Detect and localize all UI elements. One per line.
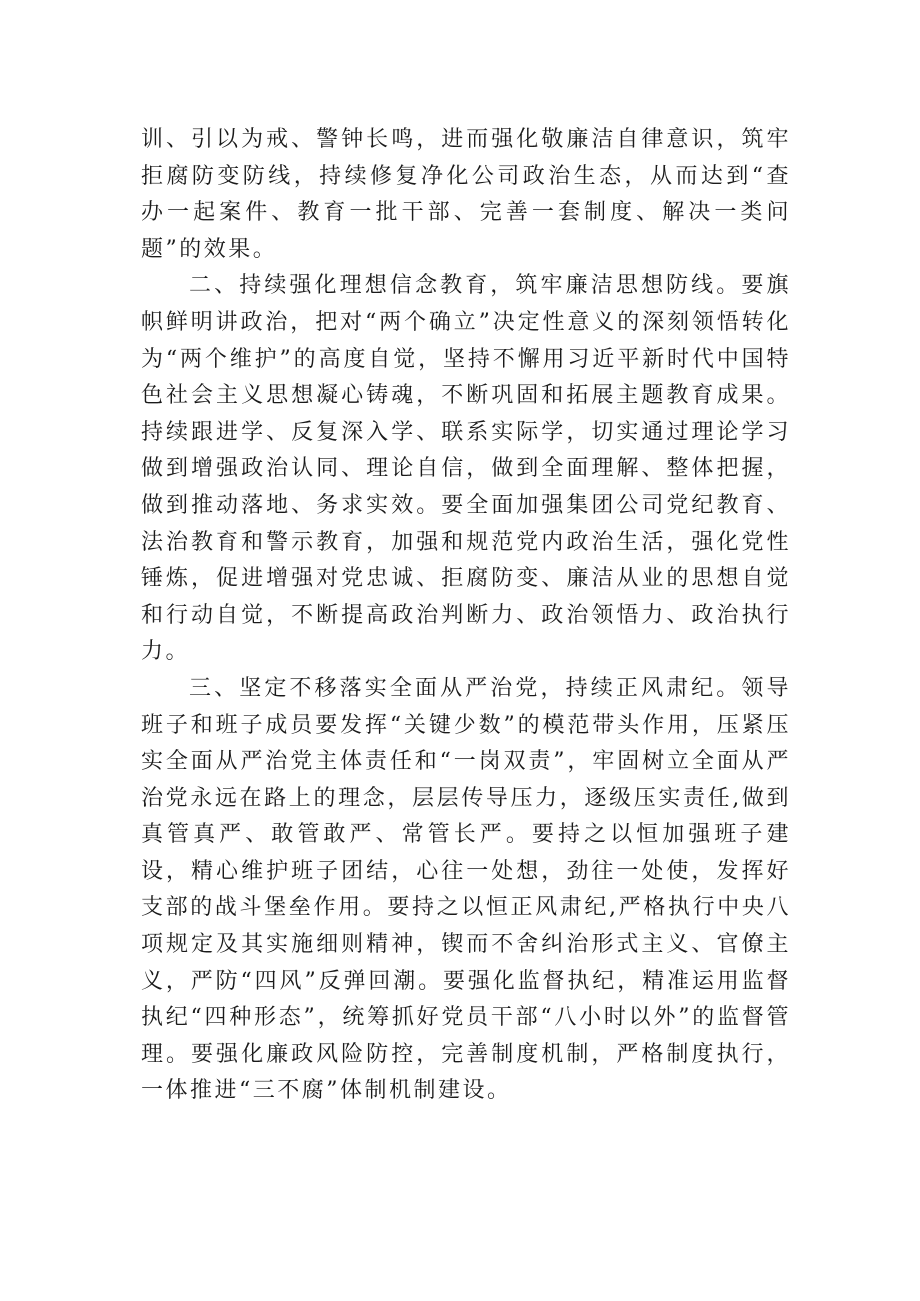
body-text: [141, 122, 791, 1110]
paragraph-continuation: 训、引以为戒、警钟长鸣，进而强化敬廉洁自律意识，筑牢拒腐防变防线，持续修复净化公司政治生态，从而达到“查办一起案件、教育一批干部、完善一套制度、解决一类问题”的效果。: [141, 127, 791, 262]
paragraph-section-three: 三、坚定不移落实全面从严治党，持续正风肃纪。领导班子和班子成员要发挥“关键少数”的模范带头作用，压紧压实全面从严治党主体责任和“一岗双责”，牢固树立全面从严治党永远在路上的理念，层层传导压力，逐级压实责任,做到真管真严、敢管敢严、常管长严。要持之以恒加强班子建设，精心维护班子团结，心往一处想，劲往一处使，发挥好支部的战斗堡垒作用。要持之以恒正风肃纪,严格执行中央八项规定及其实施细则精神，锲而不舍纠治形式主义、官僚主义，严防“四风”反弹回潮。要强化监督执纪，精准运用监督执纪“四种形态”，统筹抓好党员干部“八小时以外”的监督管理。要强化廉政风险防控，完善制度机制，严格制度执行，一体推进“三不腐”体制机制建设。: [141, 675, 791, 1104]
paragraph-section-two: 二、持续强化理想信念教育，筑牢廉洁思想防线。要旗帜鲜明讲政治，把对“两个确立”决定性意义的深刻领悟转化为“两个维护”的高度自觉，坚持不懈用习近平新时代中国特色社会主义思想凝心铸魂，不断巩固和拓展主题教育成果。持续跟进学、反复深入学、联系实际学，切实通过理论学习做到增强政治认同、理论自信，做到全面理解、整体把握，做到推动落地、务求实效。要全面加强集团公司党纪教育、法治教育和警示教育，加强和规范党内政治生活，强化党性锤炼，促进增强对党忠诚、拒腐防变、廉洁从业的思想自觉和行动自觉，不断提高政治判断力、政治领悟力、政治执行力。: [141, 273, 791, 665]
